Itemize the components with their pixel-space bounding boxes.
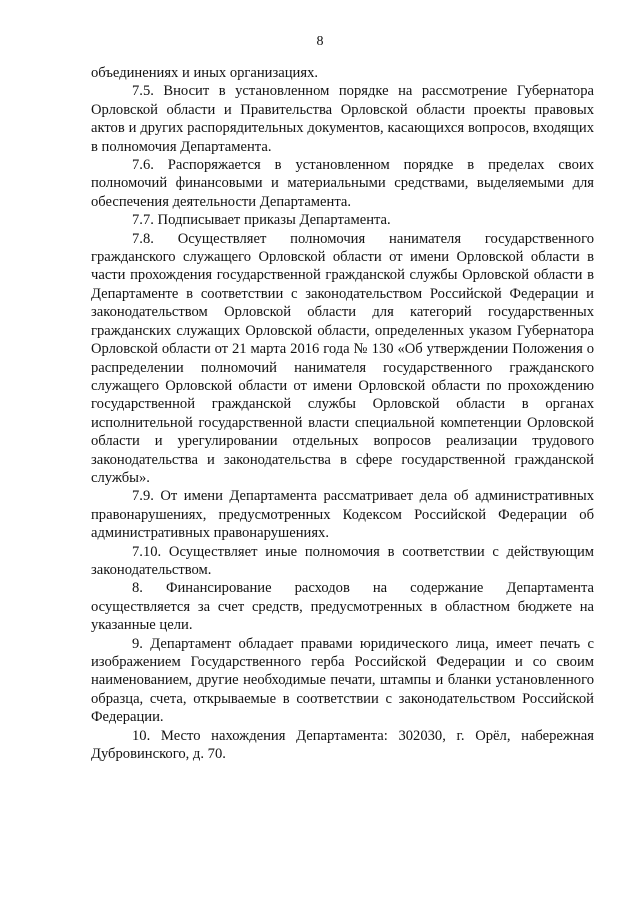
paragraph-7-9: 7.9. От имени Департамента рассматривает дела об административных правонарушениях, предусмотренных Кодексом Российской Федерации об административных правонарушениях. [91, 488, 594, 542]
paragraph-7-8: 7.8. Осуществляет полномочия нанимателя государственного гражданского служащего Орловской области от имени Орловской области в части прохождения государственной гражданской службы Орловской области в Департаменте в соответствии с законодательством Российской Федерации и законодательством Орловской области для категорий государственных гражданских служащих Орловской области, определенных указом Губернатора Орловской области от 21 марта 2016 года № 130 «Об утверждении Положения о распределении полномочий нанимателя государственного гражданского служащего Орловской области от имени Орловской области по прохождению государственной гражданской службы Орловской области в органах исполнительной государственной власти специальной компетенции Орловской области и урегулировании отдельных вопросов реализации трудового законодательства и законодательства в сфере государственной гражданской службы». [91, 230, 594, 486]
paragraph-8: 8. Финансирование расходов на содержание Департамента осуществляется за счет средств, предусмотренных в областном бюджете на указанные цели. [91, 580, 594, 634]
document-body [91, 64, 594, 763]
paragraph-7-7: 7.7. Подписывает приказы Департамента. [132, 212, 391, 229]
paragraph-9: 9. Департамент обладает правами юридического лица, имеет печать с изображением Государственного герба Российской Федерации и со своим наименованием, другие необходимые печати, штампы и бланки установленного образца, счета, открываемые в соответствии с законодательством Российской Федерации. [91, 635, 594, 726]
paragraph-7-10: 7.10. Осуществляет иные полномочия в соответствии с действующим законодательством. [91, 543, 594, 578]
paragraph-7-5: 7.5. Вносит в установленном порядке на рассмотрение Губернатора Орловской области и Правительства Орловской области проекты правовых актов и других распорядительных документов, касающихся вопросов, входящих в полномочия Департамента. [91, 83, 594, 155]
paragraph-continuation: объединениях и иных организациях. [91, 65, 319, 81]
paragraph-10: 10. Место нахождения Департамента: 302030, г. Орёл, набережная Дубровинского, д. 70. [91, 727, 594, 763]
paragraph-7-6: 7.6. Распоряжается в установленном порядке в пределах своих полномочий финансовыми и материальными средствами, выделяемыми для обеспечения деятельности Департамента. [91, 157, 594, 210]
page-number: 8 [316, 34, 324, 49]
